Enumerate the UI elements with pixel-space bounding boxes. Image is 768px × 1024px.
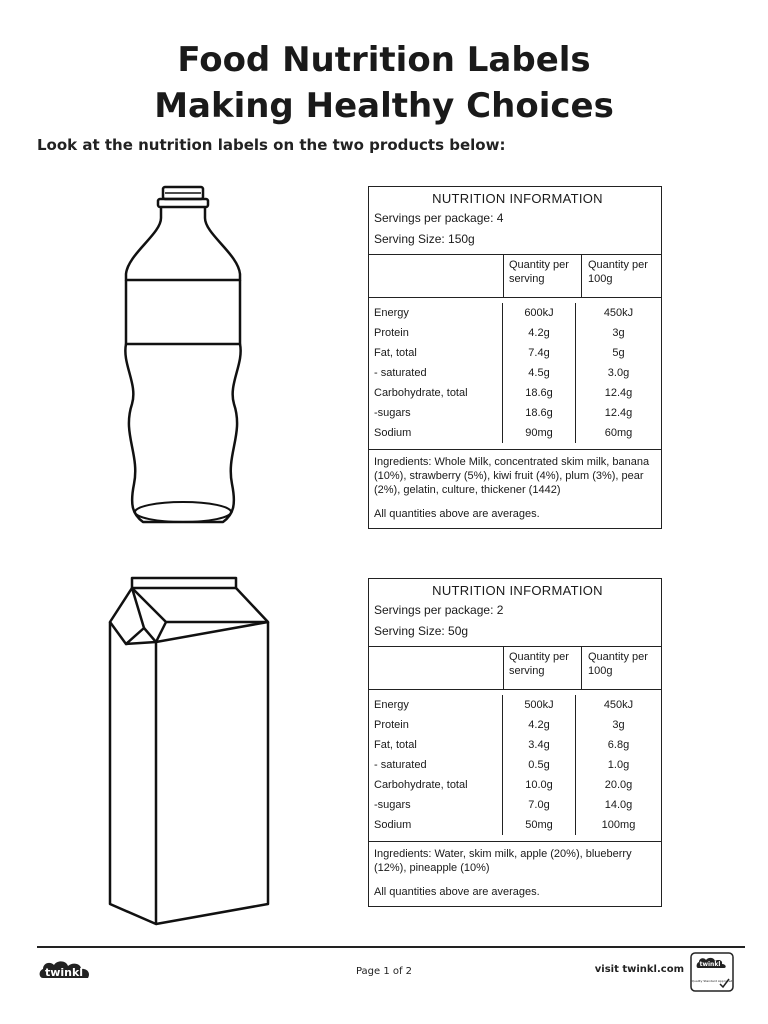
column-per-100g: Quantity per 100g xyxy=(588,259,648,285)
badge-sub-text: Quality Standard Approved xyxy=(691,979,733,983)
column-blank xyxy=(369,647,504,689)
nutrient-rows xyxy=(369,298,661,450)
nutrient-name: Sodium xyxy=(374,819,412,831)
serving-size: Serving Size: 150g xyxy=(374,232,475,246)
nutrient-name: Energy xyxy=(374,307,409,319)
per-serving-value: 4.2g xyxy=(528,719,550,731)
per-serving-value: 7.4g xyxy=(528,347,550,359)
nutrient-name: Protein xyxy=(374,719,409,731)
per-100g-values xyxy=(576,303,661,443)
nutrient-name: Sodium xyxy=(374,427,412,439)
label-heading: NUTRITION INFORMATION xyxy=(432,583,603,598)
bottle-illustration xyxy=(118,184,248,530)
page-title-line1: Food Nutrition Labels xyxy=(177,40,591,80)
per-serving-value: 10.0g xyxy=(525,779,553,791)
nutrient-name: - saturated xyxy=(374,367,427,379)
per-serving-value: 50mg xyxy=(525,819,553,831)
visit-link[interactable]: visit twinkl.com xyxy=(594,964,684,975)
serving-size: Serving Size: 50g xyxy=(374,624,469,638)
per-100g-values xyxy=(576,695,661,835)
per-100g-value: 14.0g xyxy=(604,799,633,811)
footer-divider xyxy=(37,946,745,948)
servings-per-package: Servings per package: 4 xyxy=(374,211,504,225)
nutrient-name: -sugars xyxy=(374,407,411,419)
per-100g-value: 6.8g xyxy=(607,739,630,751)
nutrient-names xyxy=(369,303,503,443)
column-per-serving: Quantity per serving xyxy=(504,255,582,297)
nutrition-label-1 xyxy=(368,186,662,529)
column-headers xyxy=(369,647,661,690)
per-serving-value: 600kJ xyxy=(524,307,554,319)
per-serving-value: 4.5g xyxy=(528,367,550,379)
column-per-100g: Quantity per 100g xyxy=(588,651,648,677)
per-100g-value: 5g xyxy=(612,347,625,359)
nutrient-name: Carbohydrate, total xyxy=(374,779,468,791)
per-serving-value: 90mg xyxy=(525,427,553,439)
column-per-serving: Quantity per serving xyxy=(504,647,582,689)
twinkl-logo-text: twinkl xyxy=(44,966,84,979)
averages-note: All quantities above are averages. xyxy=(374,508,540,520)
per-100g-value: 12.4g xyxy=(604,407,633,419)
per-serving-value: 18.6g xyxy=(525,387,553,399)
intro-text: Look at the nutrition labels on the two products below: xyxy=(37,136,506,154)
nutrient-names xyxy=(369,695,503,835)
nutrition-label-2 xyxy=(368,578,662,907)
label-heading: NUTRITION INFORMATION xyxy=(432,191,603,206)
per-100g-value: 1.0g xyxy=(607,759,630,771)
per-100g-value: 20.0g xyxy=(604,779,633,791)
servings-per-package: Servings per package: 2 xyxy=(374,603,504,617)
nutrient-name: -sugars xyxy=(374,799,411,811)
badge-logo-text: twinkl xyxy=(699,961,721,968)
page-title-line2: Making Healthy Choices xyxy=(154,86,614,126)
per-100g-value: 450kJ xyxy=(603,699,634,711)
averages-note: All quantities above are averages. xyxy=(374,886,540,898)
per-serving-values xyxy=(503,303,576,443)
per-100g-value: 450kJ xyxy=(603,307,634,319)
nutrient-name: Energy xyxy=(374,699,409,711)
column-headers xyxy=(369,255,661,298)
carton-illustration xyxy=(104,574,274,926)
per-serving-value: 7.0g xyxy=(528,799,550,811)
per-serving-values xyxy=(503,695,576,835)
per-serving-value: 500kJ xyxy=(524,699,554,711)
label-header xyxy=(369,579,661,647)
nutrient-rows xyxy=(369,690,661,842)
nutrient-name: - saturated xyxy=(374,759,427,771)
quality-badge-icon xyxy=(690,952,734,992)
per-100g-value: 60mg xyxy=(604,427,633,439)
ingredients-text: Ingredients: Whole Milk, concentrated skim milk, banana (10%), strawberry (5%), kiwi fruit (4%), plum (3%), pear (2%), gelatin, culture, thickener (1442) xyxy=(374,456,650,496)
per-100g-value: 3g xyxy=(612,719,625,731)
label-header xyxy=(369,187,661,255)
nutrient-name: Protein xyxy=(374,327,409,339)
per-serving-value: 4.2g xyxy=(528,327,550,339)
per-100g-value: 3.0g xyxy=(607,367,630,379)
per-100g-value: 12.4g xyxy=(604,387,633,399)
page-number: Page 1 of 2 xyxy=(355,966,413,977)
column-blank xyxy=(369,255,504,297)
ingredients-text: Ingredients: Water, skim milk, apple (20%), blueberry (12%), pineapple (10%) xyxy=(374,848,632,874)
per-serving-value: 18.6g xyxy=(525,407,553,419)
per-serving-value: 3.4g xyxy=(528,739,550,751)
per-100g-value: 100mg xyxy=(601,819,636,831)
per-serving-value: 0.5g xyxy=(528,759,550,771)
nutrient-name: Fat, total xyxy=(374,739,417,751)
nutrient-name: Carbohydrate, total xyxy=(374,387,468,399)
per-100g-value: 3g xyxy=(612,327,625,339)
nutrient-name: Fat, total xyxy=(374,347,417,359)
